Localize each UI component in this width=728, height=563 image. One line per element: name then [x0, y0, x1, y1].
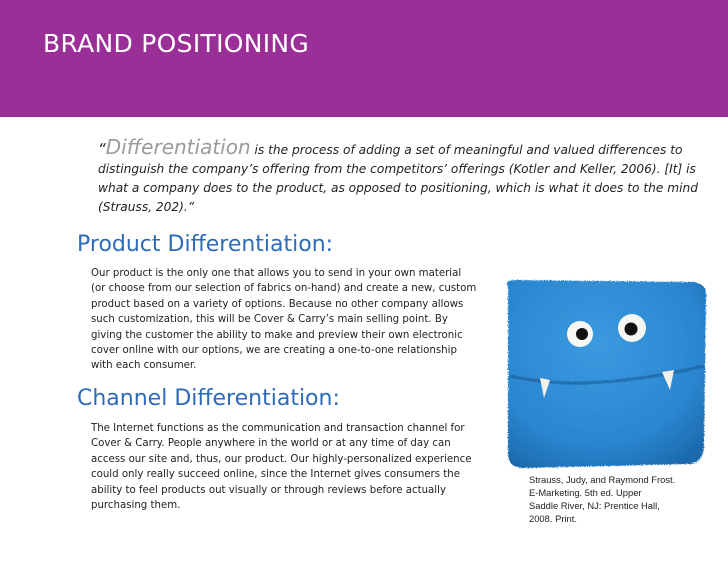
quote-text: is the process of adding a set of meaningful and valued differences to distinguish the company’s offering from the competitors’ offerings (Kotler and Keller, 2006). [It] is what a company does to the product, as opposed to positioning, which is what it does to the mind (Strauss, 202).”	[98, 143, 698, 214]
quote-lead-word: Differentiation	[105, 135, 251, 159]
citation: Strauss, Judy, and Raymond Frost. E-Marketing. 5th ed. Upper Saddle River, NJ: Prentice Hall, 2008. Print.	[529, 474, 676, 524]
product-image	[494, 268, 720, 488]
channel-differentiation-heading: Channel Differentiation:	[77, 386, 340, 411]
product-differentiation-text: Our product is the only one that allows you to send in your own material (or choose from our selection of fabrics on-hand) and create a new, custom product based on a variety of options. Because no other company allows such customization, this will be Cover & Carry’s main selling point. By giving the customer the ability to make and preview their own electronic cover online with our options, we are creating a one-to-one relationship with each consumer.	[91, 268, 477, 372]
definition-quote	[98, 135, 698, 217]
header-band	[0, 0, 728, 117]
product-differentiation-heading: Product Differentiation:	[77, 232, 334, 257]
quote-open-mark: “	[98, 140, 106, 158]
channel-differentiation-text: The Internet functions as the communication and transaction channel for Cover & Carry. People anywhere in the world or at any time of day can access our site and, thus, our product. Our highly-personalized experience could only really succeed online, since the Internet gives consumers the ability to feel products out visually or through reviews before actually purchasing them.	[91, 423, 472, 512]
blue-monster-pouch-icon	[494, 268, 720, 488]
slide-title: BRAND POSITIONING	[43, 29, 310, 58]
